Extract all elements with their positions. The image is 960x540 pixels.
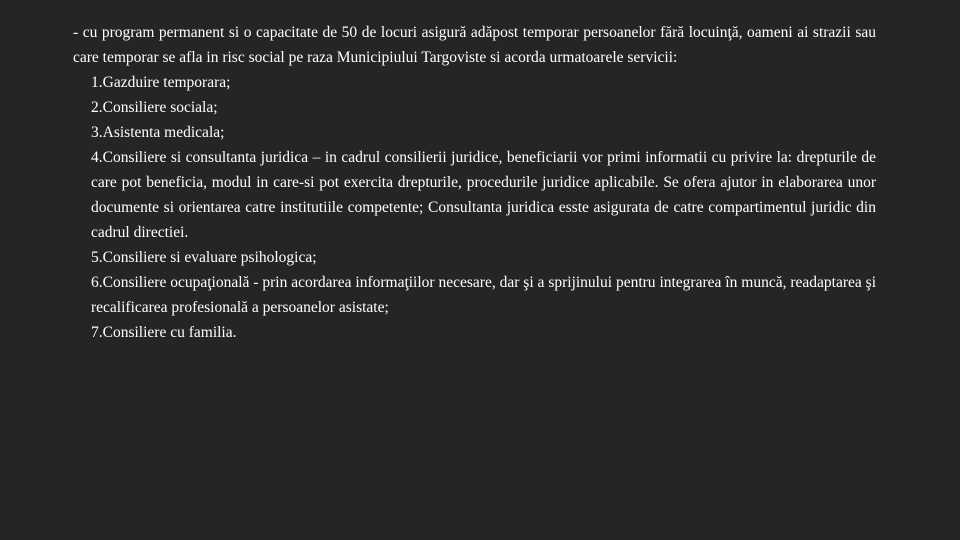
services-list — [73, 70, 876, 345]
service-item-7: 7.Consiliere cu familia. — [91, 324, 237, 341]
service-item-6: 6.Consiliere ocupaţională - prin acordarea informaţiilor necesare, dar şi a sprijinului pentru integrarea în muncă, readaptarea şi recalificarea profesională a persoanelor asistate; — [91, 274, 876, 316]
service-item-1: 1.Gazduire temporara; — [91, 74, 231, 91]
intro-paragraph: - cu program permanent si o capacitate de 50 de locuri asigură adăpost temporar persoanelor fără locuinţă, oameni ai strazii sau care temporar se afla in risc social pe raza Municipiului Targoviste si acorda urmatoarele servicii: — [73, 24, 876, 66]
service-item-4: 4.Consiliere si consultanta juridica – in cadrul consilierii juridice, beneficiarii vor primi informatii cu privire la: drepturile de care pot beneficia, modul in care-si pot exercita drepturile, procedurile juridice aplicabile. Se ofera ajutor in elaborarea unor documente si orientarea catre institutiile competente; Consultanta juridica esste asigurata de catre compartimentul juridic din cadrul directiei. — [91, 149, 876, 241]
slide-text-body — [73, 20, 876, 345]
service-item-2: 2.Consiliere sociala; — [91, 99, 218, 116]
service-item-3: 3.Asistenta medicala; — [91, 124, 225, 141]
service-item-5: 5.Consiliere si evaluare psihologica; — [91, 249, 317, 266]
